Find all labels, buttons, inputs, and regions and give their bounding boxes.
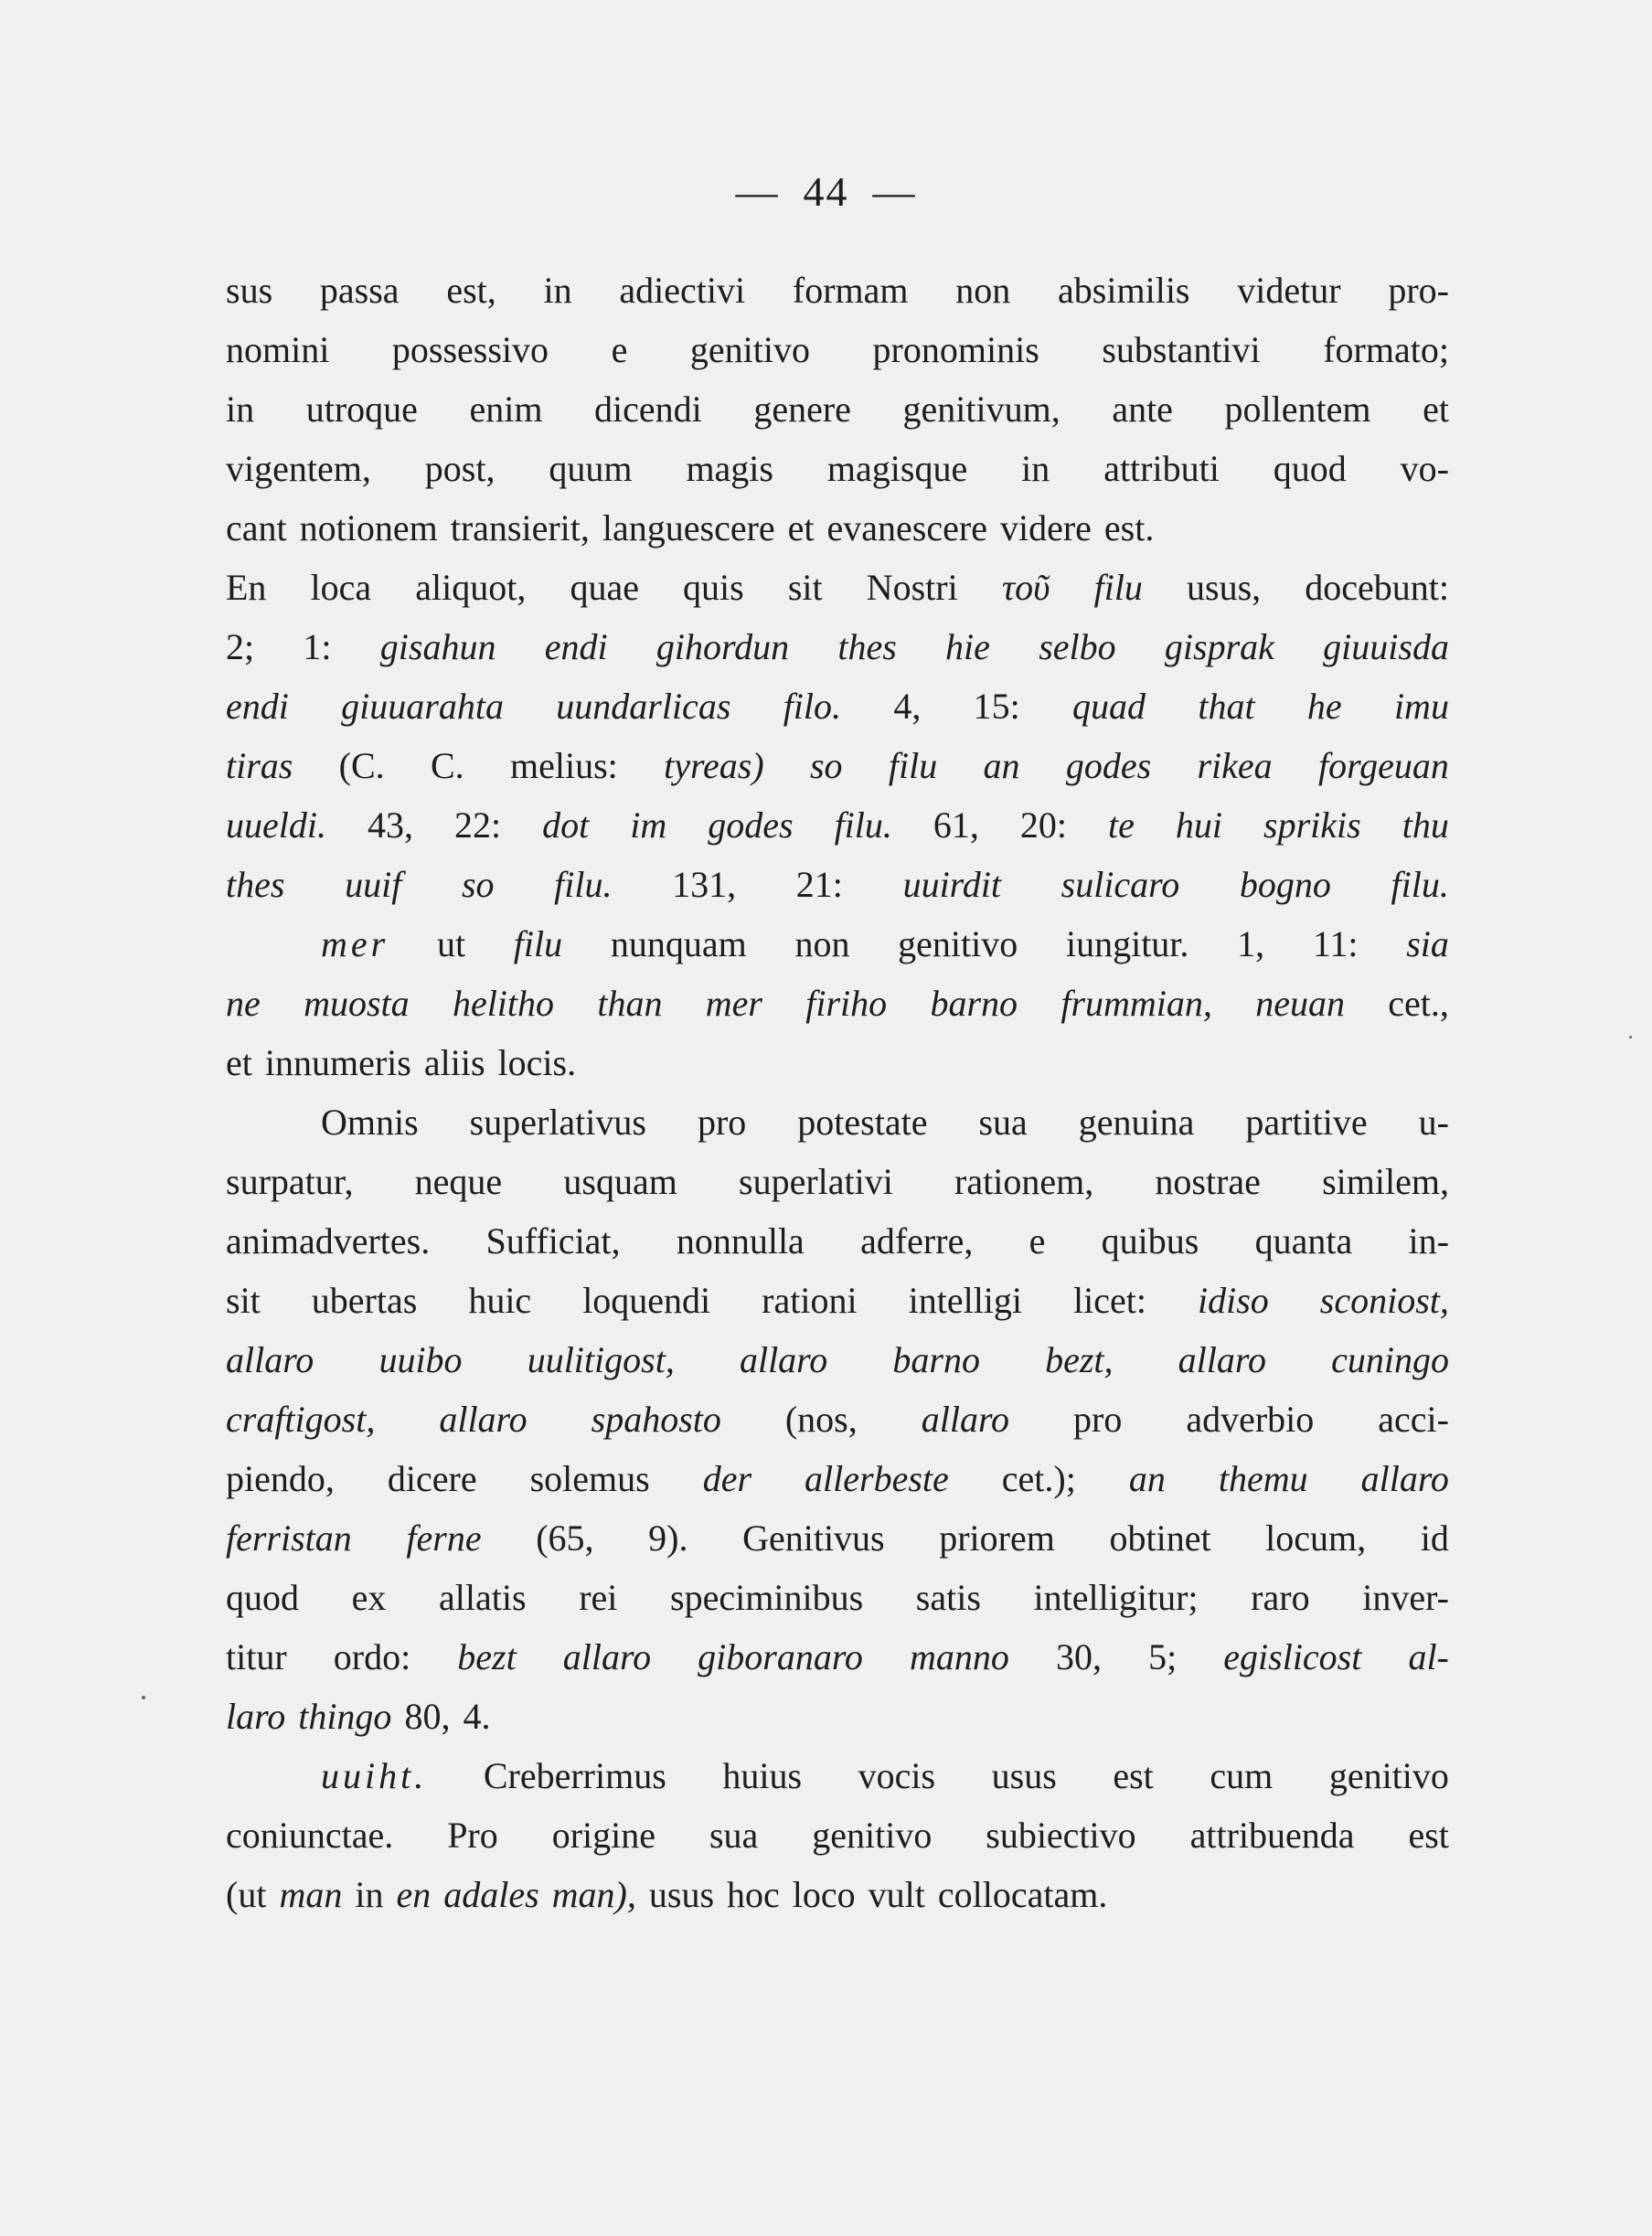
paper-speck [142,1696,145,1699]
word: adales [443,1874,539,1915]
word: uueldi. [226,804,326,846]
word: superlativus [469,1102,646,1143]
word: iungitur. [1065,923,1189,964]
word: mer [321,923,389,964]
word: quanta [1254,1220,1353,1262]
word: En [226,567,267,608]
word: so [461,864,495,905]
word: adverbio [1186,1399,1315,1440]
word: firiho [805,983,888,1024]
word: genitivum, [902,389,1060,430]
word: sit [787,567,823,608]
word: uuif [345,864,402,905]
word: obtinet [1109,1517,1211,1559]
word: 61, [933,804,979,846]
word: 4. [463,1696,491,1737]
word: tyreas) [664,745,764,786]
word: (ut [226,1874,267,1915]
word: languescere [602,507,775,548]
word: allerbeste [805,1458,949,1499]
word: than [597,983,663,1024]
word: 20: [1019,804,1068,846]
word: laro [226,1696,286,1737]
word: passa [319,270,400,311]
word: titur [226,1636,287,1677]
word: licet: [1073,1280,1146,1321]
text-line [226,1568,1449,1627]
word: godes [1065,745,1152,786]
word: e [611,329,628,370]
word: egislicost [1223,1636,1362,1677]
word: pro [697,1102,747,1143]
word: giuuisda [1323,626,1449,667]
word: quum [549,448,633,489]
word: thes [226,864,285,905]
word: uuiht. [321,1755,428,1796]
word: cuningo [1331,1339,1449,1380]
word: rikea [1197,745,1273,786]
word: hui [1175,804,1223,846]
word: uulitigost, [527,1339,675,1380]
word: spahosto [591,1399,721,1440]
word: loquendi [582,1280,711,1321]
word: usus, [1187,567,1262,608]
word: quis [683,567,744,608]
word: 11: [1312,923,1359,964]
word: allaro [562,1636,652,1677]
body-text [226,261,1449,1924]
word: Creberrimus [483,1755,666,1796]
word: man [279,1874,343,1915]
word: man), [551,1874,636,1915]
word: aliis [423,1042,485,1083]
text-line [226,1508,1449,1568]
word: dicere [387,1458,477,1499]
word: speciminibus [670,1577,864,1618]
paper-speck [1629,1036,1632,1038]
word: bezt, [1045,1339,1114,1380]
word: so [809,745,843,786]
word: magisque [826,448,968,489]
word: pollentem [1224,389,1371,430]
word: neuan [1255,983,1345,1024]
word: (nos, [784,1399,858,1440]
word: allatis [439,1577,527,1618]
text-line [226,1449,1449,1508]
word: sprikis [1263,804,1361,846]
word: endi [544,626,608,667]
text-line [226,1805,1449,1865]
word: barno [930,983,1018,1024]
word: est, [446,270,496,311]
text-line [226,1627,1449,1687]
word: similem, [1322,1161,1449,1202]
word: melius: [509,745,618,786]
word: quae [570,567,639,608]
word: (65, [536,1517,594,1559]
word: themu [1218,1458,1308,1499]
text-line [226,1746,1449,1805]
text-line [226,1092,1449,1152]
word: forgeuan [1317,745,1449,786]
word: aliquot, [415,567,527,608]
word: u- [1418,1102,1449,1143]
text-line [226,1211,1449,1271]
word: ubertas [311,1280,418,1321]
word: helitho [452,983,555,1024]
word: potestate [797,1102,928,1143]
text-line [226,1330,1449,1390]
word: al- [1408,1636,1449,1677]
word: formato; [1323,329,1449,370]
text-line [226,1271,1449,1330]
word: dot [542,804,590,846]
word: partitive [1245,1102,1368,1143]
word: thes [837,626,897,667]
word: 1: [303,626,332,667]
word: quod [226,1577,299,1618]
word: endi [226,686,289,727]
word: filu. [554,864,613,905]
word: allaro [1178,1339,1266,1380]
word: filu [888,745,938,786]
word: quod [1273,448,1347,489]
word: pro [1073,1399,1123,1440]
word: videtur [1237,270,1341,311]
text-line [226,261,1449,320]
text-line [226,439,1449,498]
word: muosta [304,983,410,1024]
word: manno [910,1636,1009,1677]
word: vult [868,1874,925,1915]
word: that [1198,686,1255,727]
word: hoc [727,1874,780,1915]
word: genitivo [898,923,1018,964]
word: est. [1103,507,1155,548]
word: piendo, [226,1458,335,1499]
word: gisahun [379,626,496,667]
word: origine [551,1815,656,1856]
text-line [226,1152,1449,1211]
word: uuirdit [902,864,1001,905]
text-line [226,320,1449,379]
word: in [226,389,255,430]
word: in [1021,448,1050,489]
text-line [226,379,1449,439]
word: genitivo [812,1815,933,1856]
word: sconiost, [1319,1280,1449,1321]
word: enim [469,389,543,430]
word: giboranaro [698,1636,863,1677]
word: 4, [893,686,922,727]
word: coniunctae. [226,1815,394,1856]
word: in- [1408,1220,1449,1262]
word: collocatam. [937,1874,1108,1915]
word: filo. [783,686,842,727]
word: adferre, [860,1220,974,1262]
word: an [1128,1458,1166,1499]
word: 131, [672,864,737,905]
word: huius [722,1755,803,1796]
word: cet., [1388,983,1449,1024]
word: gisprak [1164,626,1274,667]
text-line [226,1390,1449,1449]
word: inver- [1362,1577,1449,1618]
word: attributi [1103,448,1220,489]
word: raro [1251,1577,1310,1618]
word: videre [999,507,1092,548]
word: solemus [529,1458,650,1499]
word: ut [436,923,466,964]
word: 80, [404,1696,451,1737]
word: subiectivo [986,1815,1136,1856]
word: non [955,270,1011,311]
word: attribuenda [1189,1815,1355,1856]
word: an [983,745,1020,786]
word: superlativi [739,1161,893,1202]
word: locis. [497,1042,577,1083]
word: huic [468,1280,532,1321]
text-line [226,617,1449,676]
word: C. [430,745,464,786]
word: loca [310,567,372,608]
word: filu [1093,567,1143,608]
word: vo- [1400,448,1449,489]
word: et [226,1042,252,1083]
word: rationi [762,1280,858,1321]
word: innumeris [264,1042,411,1083]
text-line [226,795,1449,855]
word: pro- [1388,270,1449,311]
word: formam [792,270,909,311]
word: mer [705,983,762,1024]
word: cet.); [1001,1458,1076,1499]
word: 5; [1148,1636,1178,1677]
word: filu [513,923,563,964]
word: sulicaro [1060,864,1180,905]
word: hie [945,626,990,667]
word: genuina [1078,1102,1195,1143]
word: cum [1210,1755,1274,1796]
word: allaro [1360,1458,1449,1499]
word: quad [1072,686,1146,727]
text-line [226,914,1449,974]
word: ex [351,1577,387,1618]
word: en [396,1874,432,1915]
word: sua [709,1815,759,1856]
word: ne [226,983,261,1024]
word: 15: [973,686,1020,727]
word: godes [708,804,794,846]
word: nonnulla [676,1220,805,1262]
word: genere [753,389,851,430]
text-line [226,498,1449,558]
word: sit [226,1280,261,1321]
page-header [0,167,1652,216]
word: nomini [226,329,330,370]
word: transierit, [450,507,590,548]
word: adiectivi [619,270,746,311]
word: 2; [226,626,255,667]
word: 30, [1055,1636,1102,1677]
word: 9). [648,1517,688,1559]
word: rationem, [954,1161,1094,1202]
word: vigentem, [226,448,371,489]
word: filu. [834,804,892,846]
word: te [1108,804,1135,846]
word: et [787,507,815,548]
word: et [1423,389,1449,430]
word: he [1306,686,1342,727]
word: non [794,923,850,964]
word: selbo [1039,626,1116,667]
word: craftigost, [226,1399,376,1440]
text-line [226,1687,1449,1746]
word: nostrae [1155,1161,1261,1202]
word: frummian, [1060,983,1212,1024]
page-number: 44 [803,168,849,215]
word: (C. [338,745,385,786]
word: animadvertes. [226,1220,431,1262]
word: intelligitur; [1033,1577,1199,1618]
word: 21: [795,864,843,905]
word: idiso [1198,1280,1269,1321]
word: uuibo [378,1339,463,1380]
word: in [543,270,572,311]
word: im [630,804,667,846]
word: satis [915,1577,981,1618]
text-line [226,1865,1449,1924]
word: est [1113,1755,1154,1796]
word: nunquam [610,923,747,964]
word: 1, [1237,923,1265,964]
header-dash-right: — [872,168,917,215]
word: in [355,1874,384,1915]
word: substantivi [1102,329,1261,370]
word: dicendi [594,389,702,430]
word: τοῦ [1001,567,1050,608]
word: tiras [226,745,293,786]
word: filu. [1391,864,1449,905]
word: pronominis [872,329,1039,370]
word: absimilis [1058,270,1190,311]
word: thu [1402,804,1449,846]
word: der [702,1458,752,1499]
text-line [226,558,1449,617]
word: locum, [1265,1517,1367,1559]
word: imu [1393,686,1449,727]
word: acci- [1378,1399,1449,1440]
text-line [226,855,1449,914]
word: loco [792,1874,856,1915]
word: gihordun [655,626,790,667]
word: Nostri [866,567,958,608]
word: Pro [447,1815,498,1856]
text-line [226,736,1449,795]
text-line [226,1033,1449,1092]
word: sua [978,1102,1028,1143]
word: sia [1406,923,1449,964]
word: utroque [305,389,418,430]
word: allaro [739,1339,828,1380]
word: cant [226,507,287,548]
word: genitivo [1328,1755,1449,1796]
word: genitivo [689,329,810,370]
word: possessivo [391,329,549,370]
word: est [1408,1815,1449,1856]
word: priorem [939,1517,1055,1559]
word: magis [686,448,773,489]
word: barno [892,1339,980,1380]
word: allaro [439,1399,528,1440]
word: ferne [406,1517,482,1559]
word: surpatur, [226,1161,354,1202]
word: post, [424,448,496,489]
word: ferristan [226,1517,352,1559]
word: bogno [1239,864,1331,905]
word: 22: [453,804,502,846]
word: notionem [299,507,438,548]
word: usquam [563,1161,677,1202]
word: giuuarahta [341,686,504,727]
word: 43, [367,804,413,846]
text-line [226,974,1449,1033]
word: quibus [1101,1220,1199,1262]
word: uundarlicas [556,686,731,727]
word: sus [226,270,273,311]
word: evanescere [826,507,987,548]
word: neque [414,1161,503,1202]
word: bezt [457,1636,517,1677]
word: docebunt: [1305,567,1449,608]
word: Genitivus [742,1517,885,1559]
word: usus [648,1874,715,1915]
word: Sufficiat, [485,1220,621,1262]
word: ordo: [333,1636,411,1677]
word: id [1420,1517,1449,1559]
header-dash-left: — [735,168,780,215]
word: ante [1112,389,1173,430]
word: e [1029,1220,1046,1262]
word: allaro [921,1399,1010,1440]
word: usus [991,1755,1057,1796]
word: allaro [226,1339,314,1380]
word: thingo [298,1696,392,1737]
word: vocis [858,1755,936,1796]
word: intelligi [908,1280,1023,1321]
text-line [226,676,1449,736]
word: Omnis [321,1102,419,1143]
word: rei [579,1577,618,1618]
